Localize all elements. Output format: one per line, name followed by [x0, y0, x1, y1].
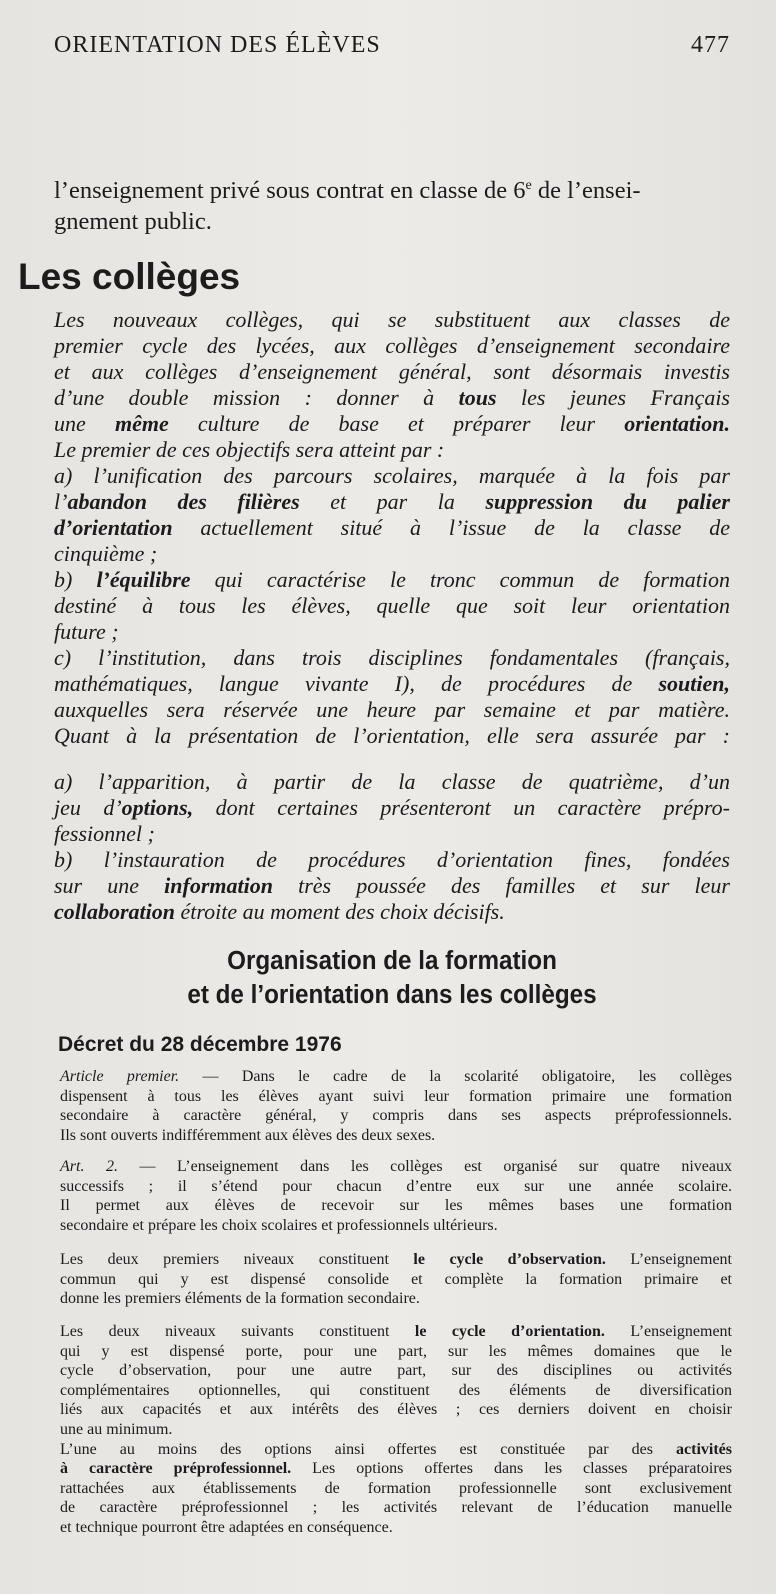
text-run: abandon des filières — [67, 489, 300, 514]
text-run: même — [114, 411, 169, 436]
intro-paragraph — [54, 170, 730, 237]
intro-text: gnement public. — [54, 208, 212, 236]
body-line — [60, 1087, 732, 1107]
body-line — [60, 1177, 732, 1197]
summary-line — [54, 769, 730, 795]
text-run: le cycle d’orientation. — [414, 1323, 605, 1340]
text-run: options, — [121, 795, 194, 820]
text-run: auxquelles sera réservée une heure par semaine et par matière. — [54, 697, 730, 722]
body-line — [60, 1289, 732, 1309]
text-run: jeu d’ — [54, 795, 122, 820]
text-run: secondaire et prépare les choix scolaires et professionnels ultérieurs. — [60, 1216, 498, 1234]
subheading-line: Organisation de la formation — [227, 947, 557, 975]
body-line — [60, 1106, 732, 1126]
summary-line — [54, 821, 730, 847]
intro-text: de l’ensei- — [531, 177, 641, 205]
body-line — [60, 1400, 732, 1420]
summary-line — [54, 463, 730, 489]
paragraph-orientation — [60, 1322, 732, 1538]
subheading-line: et de l’orientation dans les collèges — [187, 981, 597, 1009]
text-run: — L’enseignement dans les collèges est organisé sur quatre niveaux — [117, 1158, 732, 1175]
decree-title: Décret du 28 décembre 1976 — [58, 1033, 342, 1056]
intro-superscript: e — [525, 178, 532, 193]
text-run: et par la — [299, 489, 486, 514]
body-line — [60, 1479, 732, 1499]
text-run: Les nouveaux collèges, qui se substituent aux classes de — [54, 307, 730, 332]
text-run: sur une — [54, 873, 165, 898]
body-line — [60, 1361, 732, 1381]
summary-line — [54, 619, 730, 645]
text-run: tous — [458, 385, 497, 410]
body-line — [60, 1381, 732, 1401]
summary-line — [54, 671, 730, 697]
text-run: L’enseignement — [605, 1251, 732, 1268]
text-run: mathématiques, langue vivante I), de procédures de — [54, 671, 659, 696]
body-line — [60, 1420, 732, 1440]
body-line — [60, 1342, 732, 1362]
text-run: très poussée des familles et sur leur — [272, 873, 730, 898]
text-run: une au minimum. — [60, 1420, 173, 1438]
text-run: Quant à la présentation de l’orientation, elle sera assurée par : — [54, 723, 730, 748]
text-run: information — [164, 873, 273, 898]
intro-text: l’enseignement privé sous contrat en classe de 6 — [54, 177, 526, 205]
text-run: secondaire à caractère général, y compris dans ses aspects préprofessionnels. — [60, 1107, 732, 1125]
text-run: suppression du palier — [485, 489, 730, 514]
summary-line — [54, 899, 730, 925]
body-line — [60, 1250, 732, 1270]
text-run: destiné à tous les élèves, quelle que soit leur orientation — [54, 593, 730, 618]
text-run: cinquième ; — [54, 541, 158, 566]
body-line — [60, 1459, 732, 1479]
text-run: d’une double mission : donner à — [54, 385, 459, 410]
text-run: à caractère préprofessionnel. — [60, 1460, 292, 1478]
text-run: et technique pourront être adaptées en conséquence. — [60, 1518, 393, 1536]
summary-line — [54, 645, 730, 671]
text-run: collaboration — [54, 899, 176, 924]
summary-line — [54, 437, 730, 463]
text-run: dont certaines présenteront un caractère prépro- — [193, 795, 731, 820]
running-head-title: ORIENTATION DES ÉLÈVES — [54, 32, 381, 58]
body-line — [60, 1067, 732, 1087]
text-run: culture de base et préparer leur — [168, 411, 625, 436]
text-run: liés aux capacités et aux intérêts des élèves ; ces derniers doivent en choisir — [60, 1401, 732, 1419]
body-line — [60, 1270, 732, 1290]
text-run: rattachées aux établissements de formation professionnelle sont exclusivement — [60, 1479, 732, 1497]
summary-line — [54, 847, 730, 873]
summary-line — [54, 359, 730, 385]
summary-line — [54, 567, 730, 593]
page-number: 477 — [691, 32, 730, 58]
summary-line — [54, 307, 730, 333]
text-run: orientation. — [624, 411, 731, 436]
text-run: Il permet aux élèves de recevoir sur les mêmes bases une formation — [60, 1197, 732, 1215]
article-2 — [60, 1157, 732, 1235]
paragraph-observation — [60, 1250, 732, 1309]
text-run: L’une au moins des options ainsi offertes est constituée par des — [60, 1440, 677, 1458]
running-head — [54, 32, 730, 59]
body-line — [60, 1157, 732, 1177]
summary-line — [54, 333, 730, 359]
text-run: étroite au moment des choix décisifs. — [175, 899, 505, 924]
body-line — [60, 1322, 732, 1342]
text-run: b) — [54, 567, 97, 592]
text-run: complémentaires optionnelles, qui constituent des éléments de diversification — [60, 1381, 732, 1399]
text-run: premier cycle des lycées, aux collèges d’enseignement secondaire — [54, 333, 730, 358]
text-run: dispensent à tous les élèves ayant suivi leur formation primaire une formation — [60, 1087, 732, 1105]
summary-paragraph — [54, 307, 730, 925]
summary-line — [54, 873, 730, 899]
text-run: Art. 2. — [60, 1158, 118, 1175]
summary-line — [54, 795, 730, 821]
summary-line — [54, 411, 730, 437]
text-run: L’enseignement — [604, 1323, 732, 1340]
text-run: Ils sont ouverts indifféremment aux élèves des deux sexes. — [60, 1126, 436, 1144]
summary-line — [54, 541, 730, 567]
text-run: l’ — [54, 489, 68, 514]
subheading — [54, 944, 730, 1012]
text-run: cycle d’observation, pour une autre part, sur des disciplines ou activités — [60, 1362, 732, 1380]
text-run: activités — [676, 1440, 732, 1458]
text-run: b) l’instauration de procédures d’orientation fines, fondées — [54, 847, 730, 872]
text-run: Le premier de ces objectifs sera atteint par : — [54, 437, 445, 462]
text-run: Article premier. — [60, 1068, 180, 1085]
body-line — [60, 1498, 732, 1518]
text-run: l’équilibre — [96, 567, 191, 592]
text-run: actuellement situé à l’issue de la classe de — [172, 515, 730, 540]
summary-line — [54, 385, 730, 411]
text-run: Les options offertes dans les classes préparatoires — [291, 1460, 732, 1478]
text-run: donne les premiers éléments de la formation secondaire. — [60, 1290, 420, 1308]
text-run: Les deux premiers niveaux constituent — [60, 1251, 414, 1268]
body-line — [60, 1440, 732, 1460]
text-run: soutien, — [658, 671, 730, 696]
text-run: c) l’institution, dans trois disciplines fondamentales (français, — [54, 645, 730, 670]
text-run: fessionnel ; — [54, 821, 155, 846]
text-run: — Dans le cadre de la scolarité obligatoire, les collèges — [179, 1068, 732, 1085]
text-run: une — [54, 411, 115, 436]
text-run: et aux collèges d’enseignement général, sont désormais investis — [54, 359, 730, 384]
summary-line — [54, 515, 730, 541]
body-line — [60, 1196, 732, 1216]
text-run: successifs ; il s’étend pour chacun d’entre eux sur une année scolaire. — [60, 1177, 732, 1195]
text-run: a) l’apparition, à partir de la classe de quatrième, d’un — [54, 769, 730, 794]
text-run: qui y est dispensé porte, pour une part, sur les mêmes domaines que le — [60, 1342, 732, 1360]
text-run: future ; — [54, 619, 119, 644]
summary-line — [54, 489, 730, 515]
body-line — [60, 1216, 732, 1236]
section-title: Les collèges — [18, 256, 241, 297]
article-1 — [60, 1067, 732, 1145]
text-run: commun qui y est dispensé consolide et complète la formation primaire et — [60, 1270, 732, 1288]
summary-line — [54, 723, 730, 749]
text-run: de caractère préprofessionnel ; les activités relevant de l’éducation manuelle — [60, 1499, 732, 1517]
summary-line — [54, 697, 730, 723]
text-run: a) l’unification des parcours scolaires, marquée à la fois par — [54, 463, 730, 488]
text-run: qui caractérise le tronc commun de formation — [190, 567, 730, 592]
text-run: d’orientation — [54, 515, 173, 540]
text-run: Les deux niveaux suivants constituent — [60, 1323, 415, 1340]
text-run: le cycle d’observation. — [413, 1251, 606, 1268]
body-line — [60, 1126, 732, 1146]
text-run: les jeunes Français — [496, 385, 730, 410]
summary-line — [54, 593, 730, 619]
body-line — [60, 1518, 732, 1538]
